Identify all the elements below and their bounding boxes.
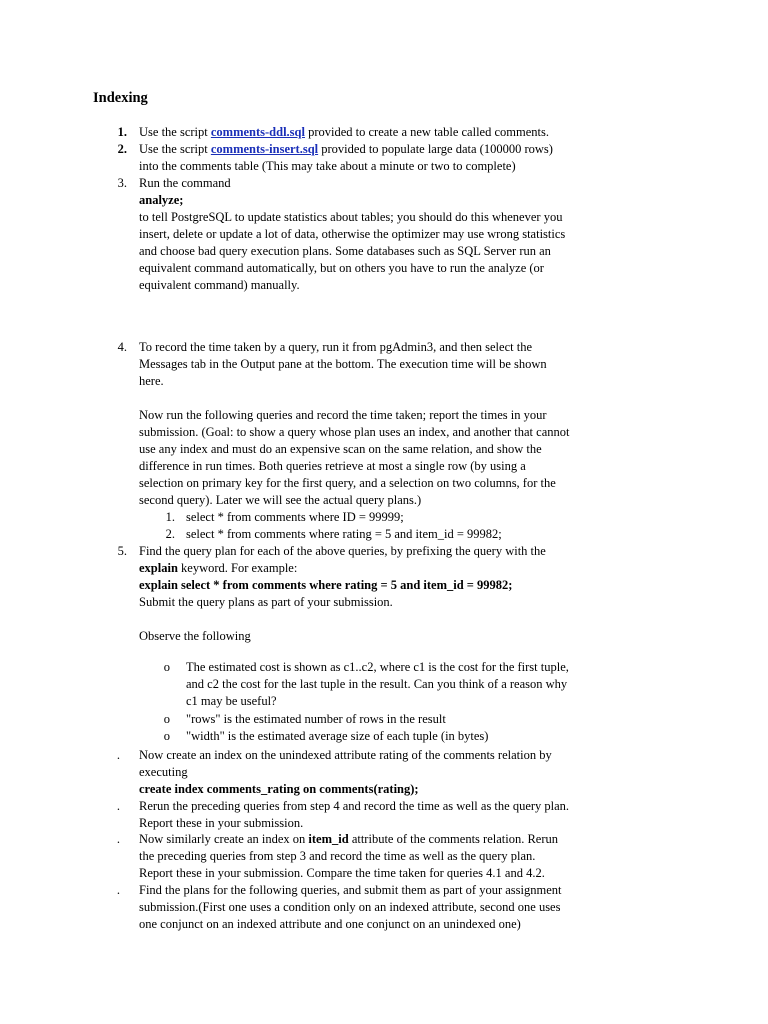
text-line: To record the time taken by a query, run it from pgAdmin3, and then select the [139,340,532,354]
list-marker: 1. [117,125,127,139]
list-marker: 5. [117,544,127,558]
text-line: Report these in your submission. [139,816,304,830]
page-title: Indexing [93,90,148,106]
text-line: equivalent command automatically, but on others you have to run the analyze (or [139,261,544,275]
text-fragment: Now similarly create an index on [139,832,309,846]
text-line [139,124,679,141]
bullet-body [186,659,569,710]
text-line: Messages tab in the Output pane at the bottom. The execution time will be shown [139,357,547,371]
text-line: Find the plans for the following queries, and submit them as part of your assignment [139,883,562,897]
sub-list-marker: 2. [165,527,175,541]
text-line: difference in run times. Both queries retrieve at most a single row (by using a [139,459,526,473]
text-line: executing [139,765,188,779]
text-line: Report these in your submission. Compare the time taken for queries 4.1 and 4.2. [139,866,545,880]
text-line: Run the command [139,176,231,190]
list-item-body [139,831,679,882]
text-line: Rerun the preceding queries from step 4 and record the time as well as the query plan. [139,799,570,813]
attribute-name: item_id [308,832,349,846]
text-line: into the comments table (This may take about a minute or two to complete) [139,159,516,173]
text-line: Observe the following [139,629,251,643]
list-item-body [139,124,679,141]
text-line [139,560,679,577]
blank-line [139,390,679,407]
query-text: select * from comments where ID = 99999; [186,510,404,524]
text-fragment: Use the script [139,125,211,139]
text-fragment: provided to create a new table called comments. [304,125,549,139]
command-text: analyze; [139,193,184,207]
text-fragment: provided to populate large data (100000 rows) [318,142,553,156]
text-line: Now create an index on the unindexed attribute rating of the comments relation by [139,748,552,762]
text-fragment: Use the script [139,142,211,156]
query-text: select * from comments where rating = 5 and item_id = 99982; [186,527,502,541]
text-line: Submit the query plans as part of your submission. [139,595,393,609]
comments-insert-link[interactable]: comments-insert.sql [210,142,319,156]
text-line: selection on primary key for the first query, and a selection on two columns, for the [139,476,556,490]
list-marker: . [116,883,120,897]
list-item-body [139,175,679,294]
text-line: and choose bad query execution plans. Some databases such as SQL Server run an [139,244,551,258]
text-line: and c2 the cost for the last tuple in the result. Can you think of a reason why [186,677,568,691]
text-line: use any index and must do an expensive scan on the same relation, and show the [139,442,542,456]
bullet-body [186,728,488,745]
text-line: here. [139,374,164,388]
text-line: second query). Later we will see the actual query plans.) [139,493,422,507]
text-line: "rows" is the estimated number of rows in the result [186,712,446,726]
list-marker: . [116,832,120,846]
comments-ddl-link[interactable]: comments-ddl.sql [210,125,305,139]
list-item-body [139,798,679,832]
list-marker: . [116,799,120,813]
sub-list-marker: 1. [165,510,175,524]
text-line: one conjunct on an indexed attribute and one conjunct on an unindexed one) [139,917,521,931]
list-item-body [139,543,679,645]
text-fragment: attribute of the comments relation. Rerun [348,832,559,846]
text-line: insert, delete or update a lot of data, otherwise the optimizer may use wrong statistics [139,227,566,241]
list-marker: 3. [117,176,127,190]
list-marker: 4. [117,340,127,354]
list-marker: 2. [117,142,127,156]
text-line: equivalent command) manually. [139,278,300,292]
text-line: submission.(First one uses a condition only on an indexed attribute, second one uses [139,900,561,914]
list-marker: . [116,748,120,762]
text-line: c1 may be useful? [186,694,277,708]
text-fragment: keyword. For example: [177,561,298,575]
bullet-marker: o [163,729,170,743]
list-item-body [139,747,679,798]
text-line [139,831,679,848]
keyword-text: explain [139,561,178,575]
bullet-marker: o [163,660,170,674]
text-line: the preceding queries from step 3 and record the time as well as the query plan. [139,849,536,863]
sub-list-item-1 [0,509,768,526]
text-line: Now run the following queries and record the time taken; report the times in your [139,408,547,422]
bullet-body [186,711,446,728]
text-line [139,141,679,158]
sub-list-item-2 [0,526,768,543]
text-line: submission. (Goal: to show a query whose plan uses an index, and another that cannot [139,425,570,439]
example-query: explain select * from comments where rating = 5 and item_id = 99982; [139,578,513,592]
text-line: "width" is the estimated average size of each tuple (in bytes) [186,729,489,743]
list-item-body [139,339,679,509]
list-item-body [139,882,679,933]
command-text: create index comments_rating on comments(rating); [139,782,419,796]
text-line: to tell PostgreSQL to update statistics about tables; you should do this whenever you [139,210,563,224]
text-line: The estimated cost is shown as c1..c2, where c1 is the cost for the first tuple, [186,660,569,674]
blank-line [139,611,679,628]
bullet-marker: o [163,712,170,726]
list-item-body [139,141,679,175]
text-line: Find the query plan for each of the above queries, by prefixing the query with the [139,544,546,558]
